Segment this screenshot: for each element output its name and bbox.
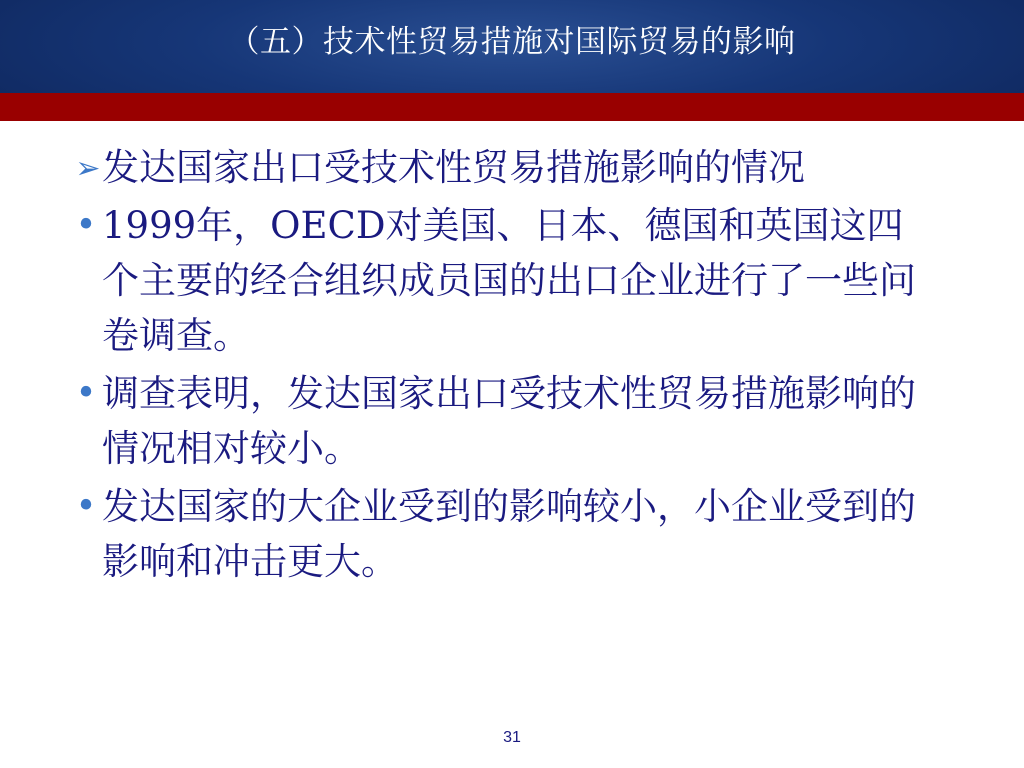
accent-bar	[0, 93, 1024, 121]
bullet-dot-icon: •	[75, 373, 97, 414]
bullet-dot-icon: •	[75, 205, 97, 246]
bullet-item-3	[60, 479, 930, 589]
title-banner	[0, 0, 1024, 93]
bullet-item-1	[60, 198, 930, 363]
bullet-text-3: 发达国家的大企业受到的影响较小，小企业受到的影响和冲击更大。	[102, 485, 916, 583]
heading-item	[60, 140, 930, 195]
arrow-right-icon: ➢	[75, 151, 101, 186]
slide-title: （五）技术性贸易措施对国际贸易的影响	[228, 24, 796, 60]
bullet-text-1: 1999年，OECD对美国、日本、德国和英国这四个主要的经合组织成员国的出口企业进行了一些问卷调查。	[102, 204, 916, 357]
slide-body	[60, 140, 930, 592]
bullet-text-2: 调查表明，发达国家出口受技术性贸易措施影响的情况相对较小。	[102, 372, 916, 470]
bullet-item-2	[60, 366, 930, 476]
bullet-dot-icon: •	[75, 486, 97, 527]
page-number: 31	[503, 729, 521, 746]
heading-text: 发达国家出口受技术性贸易措施影响的情况	[102, 146, 805, 189]
